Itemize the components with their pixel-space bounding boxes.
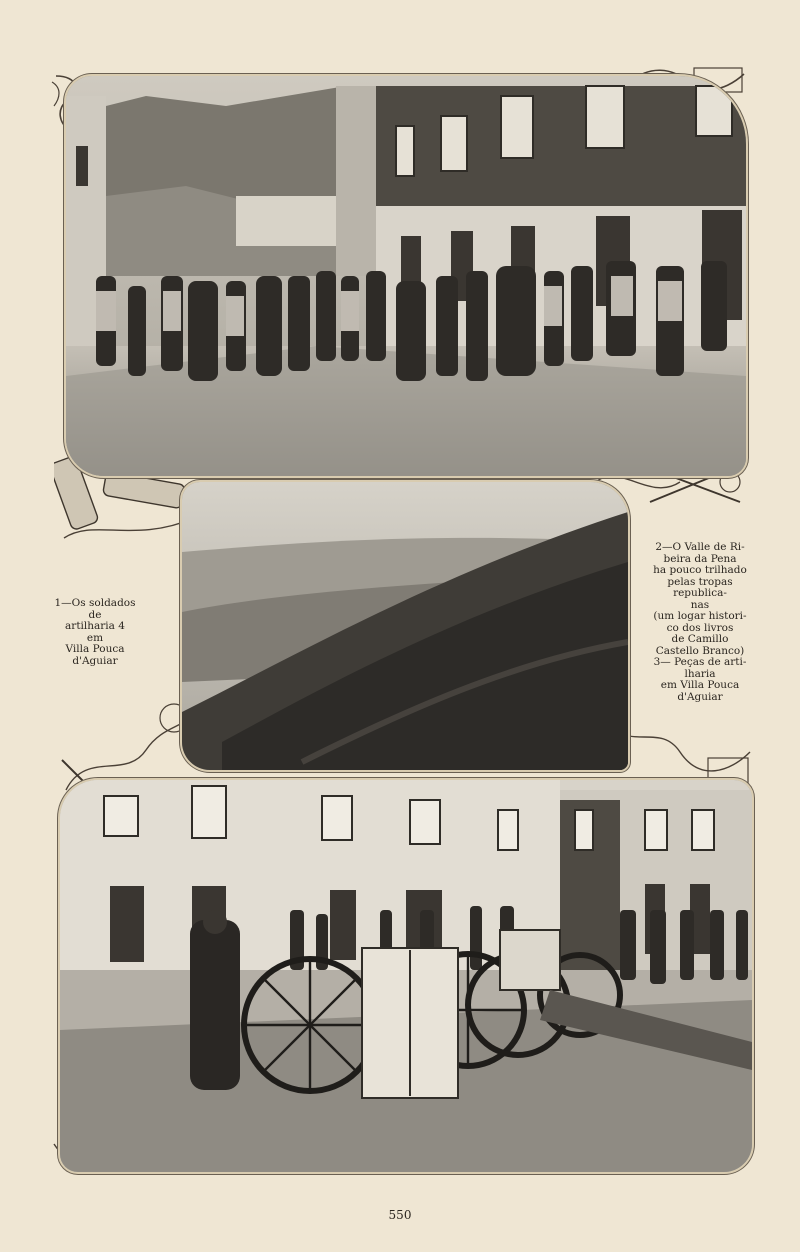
caption-line: d'Aguiar bbox=[677, 690, 723, 703]
page-number: 550 bbox=[388, 1208, 412, 1222]
photo-soldiers-street bbox=[64, 74, 748, 478]
photo-artillery-villa-pouca bbox=[58, 778, 754, 1174]
caption-line: de Camillo bbox=[671, 633, 729, 645]
caption-line: 3— Peças de arti- bbox=[653, 656, 747, 668]
caption-line: ha pouco trilhado bbox=[653, 564, 747, 576]
caption-line: artilharia 4 bbox=[65, 620, 125, 632]
caption-line: 1—Os soldados bbox=[54, 597, 136, 609]
caption-line: de bbox=[88, 608, 102, 621]
caption-line: (um logar histori- bbox=[653, 610, 747, 622]
caption-valley-and-artillery bbox=[640, 542, 760, 703]
caption-line: lharia bbox=[684, 667, 716, 680]
caption-line: nas bbox=[690, 598, 710, 611]
caption-line: Castello Branco) bbox=[655, 644, 745, 657]
caption-line: Villa Pouca bbox=[65, 643, 125, 655]
caption-line: em bbox=[86, 631, 104, 644]
caption-line: pelas tropas bbox=[667, 575, 733, 588]
caption-line: em Villa Pouca bbox=[660, 679, 740, 691]
caption-line: 2—O Valle de Ri- bbox=[655, 541, 745, 553]
caption-line: co dos livros bbox=[666, 621, 734, 634]
photo-valley-ribeira-da-pena bbox=[180, 480, 630, 772]
caption-line: beira da Pena bbox=[663, 552, 737, 565]
caption-soldiers-artillery bbox=[50, 598, 140, 667]
caption-line: republica- bbox=[673, 587, 727, 599]
caption-line: d'Aguiar bbox=[72, 654, 118, 667]
